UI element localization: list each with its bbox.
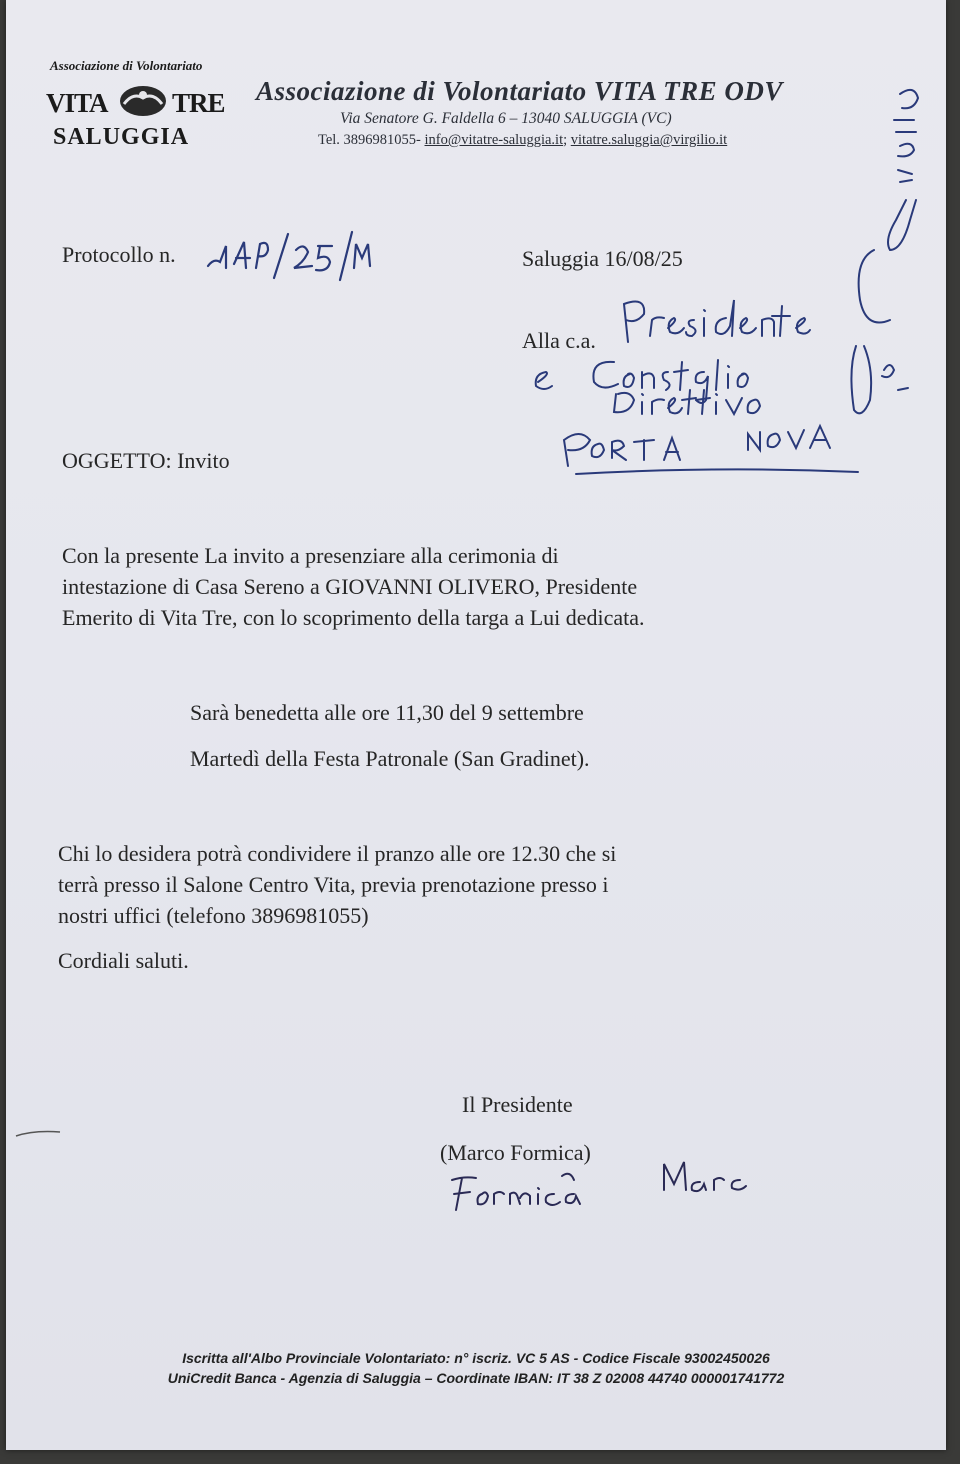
letter-page — [6, 0, 946, 1450]
association-name: Associazione di Volontariato VITA TRE ODV — [256, 76, 783, 106]
footer-bank: UniCredit Banca - Agenzia di Saluggia – Coordinate IBAN: IT 38 Z 02008 44740 000001741772 — [167, 1370, 785, 1386]
contact-separator: ; — [563, 132, 568, 148]
event-time: Sarà benedetta alle ore 11,30 del 9 settembre — [190, 700, 584, 725]
logo-saluggia-text: SALUGGIA — [53, 124, 190, 150]
signatory-title: Il Presidente — [462, 1092, 573, 1117]
email-link-2[interactable]: vitatre.saluggia@virgilio.it — [570, 132, 728, 148]
body-line: intestazione di Casa Sereno a GIOVANNI OLIVERO, Presidente — [62, 574, 638, 599]
logo-emblem-icon — [118, 84, 168, 118]
protocol-label: Protocollo n. — [62, 242, 176, 267]
body-line: Emerito di Vita Tre, con lo scoprimento della targa a Lui dedicata. — [62, 605, 645, 630]
footer-registration: Iscritta all'Albo Provinciale Volontariato: n° iscriz. VC 5 AS - Codice Fiscale 93002450026 — [182, 1350, 770, 1366]
body-paragraph — [62, 540, 645, 633]
subject-line: OGGETTO: Invito — [62, 448, 230, 473]
lunch-line: nostri uffici (telefono 3896981055) — [58, 903, 369, 928]
association-address: Via Senatore G. Faldella 6 – 13040 SALUGGIA (VC) — [340, 110, 672, 127]
place-date: Saluggia 16/08/25 — [522, 246, 683, 271]
letterhead — [256, 76, 856, 148]
email-link[interactable]: info@vitatre-saluggia.it — [424, 132, 564, 148]
lunch-paragraph — [58, 838, 616, 931]
lunch-line: terrà presso il Salone Centro Vita, previa prenotazione presso i — [58, 872, 609, 897]
signatory-name: (Marco Formica) — [440, 1140, 591, 1165]
recipient-label: Alla c.a. — [522, 328, 596, 353]
closing-greeting: Cordiali saluti. — [58, 948, 189, 973]
protocol-handwriting — [204, 228, 374, 284]
logo-tre-text: TRE — [172, 88, 225, 118]
signature-handwriting — [442, 1150, 762, 1220]
telephone: Tel. 3896981055- — [318, 132, 421, 148]
body-line: Con la presente La invito a presenziare alla cerimonia di — [62, 543, 559, 568]
event-occasion: Martedì della Festa Patronale (San Gradinet). — [190, 746, 590, 771]
association-contacts — [318, 132, 727, 149]
association-logo — [44, 58, 234, 153]
logo-vita-text: VITA — [46, 88, 108, 118]
logo-top-text: Associazione di Volontariato — [50, 58, 203, 73]
stray-ink-mark — [14, 1126, 64, 1140]
margin-note-handwriting — [814, 70, 934, 420]
lunch-line: Chi lo desidera potrà condividere il pranzo alle ore 12.30 che si — [58, 841, 617, 866]
